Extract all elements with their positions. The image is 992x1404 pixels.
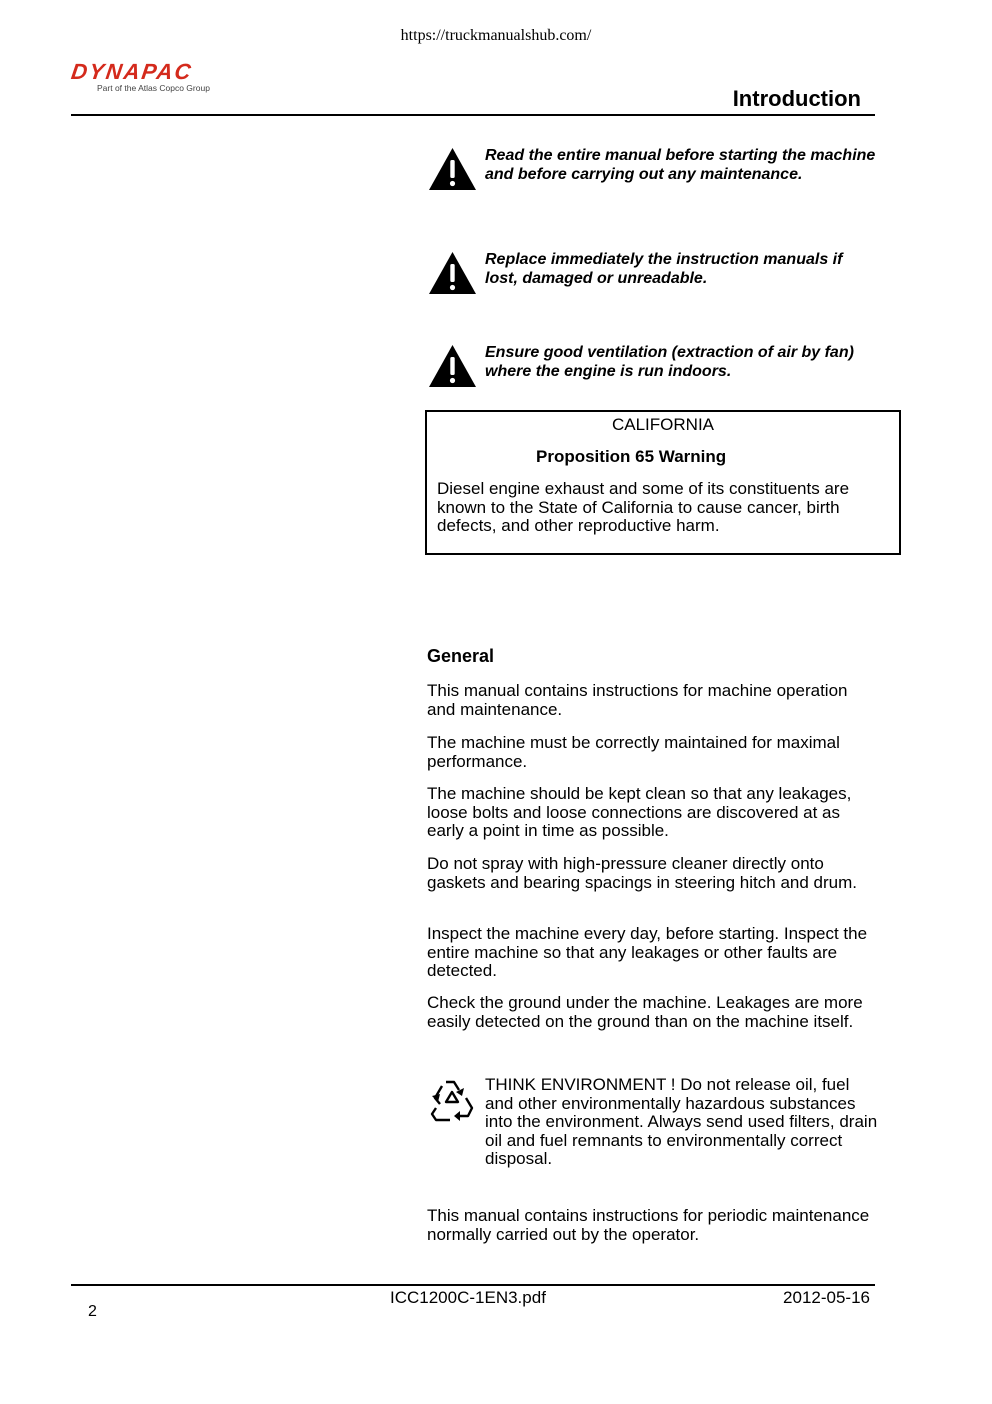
recycle-icon bbox=[428, 1076, 478, 1124]
warning-block bbox=[428, 147, 878, 184]
logo-wordmark: DYNAPAC bbox=[69, 59, 195, 84]
paragraph: This manual contains instructions for machine operation and maintenance. bbox=[427, 681, 848, 719]
page-number: 2 bbox=[88, 1303, 97, 1320]
header-rule bbox=[71, 114, 875, 116]
prop-title: Proposition 65 Warning bbox=[536, 447, 727, 466]
general-section-heading-wrap bbox=[427, 647, 877, 666]
proposition-65-box bbox=[425, 410, 901, 555]
warning-triangle-icon bbox=[428, 251, 477, 295]
warning-block bbox=[428, 344, 878, 381]
footer-rule bbox=[71, 1284, 875, 1286]
warning-text: Replace immediately the instruction manuals if lost, damaged or unreadable. bbox=[485, 251, 843, 287]
footer-filename: ICC1200C-1EN3.pdf bbox=[390, 1288, 546, 1307]
source-url: https://truckmanualshub.com/ bbox=[400, 27, 592, 44]
paragraph: Check the ground under the machine. Leakages are more easily detected on the ground than on the machine itself. bbox=[427, 993, 863, 1031]
paragraph: Do not spray with high-pressure cleaner directly onto gaskets and bearing spacings in steering hitch and drum. bbox=[427, 854, 857, 892]
paragraph: The machine should be kept clean so that any leakages, loose bolts and loose connections are discovered at as early a point in time as possible. bbox=[427, 784, 852, 841]
warning-block bbox=[428, 251, 878, 288]
environment-text: THINK ENVIRONMENT ! Do not release oil, fuel and other environmentally hazardous substances into the environment. Always send used filters, drain oil and fuel remnants to environmentally correct disposal. bbox=[485, 1075, 878, 1168]
dynapac-logo bbox=[69, 59, 240, 94]
paragraph: Inspect the machine every day, before starting. Inspect the entire machine so that any leakages or other faults are detected. bbox=[427, 924, 868, 981]
paragraph: This manual contains instructions for periodic maintenance normally carried out by the operator. bbox=[427, 1206, 870, 1244]
warning-triangle-icon bbox=[428, 344, 477, 388]
prop-body: Diesel engine exhaust and some of its constituents are known to the State of California to cause cancer, birth defects, and other reproductive harm. bbox=[437, 479, 850, 536]
section-heading: General bbox=[427, 646, 495, 666]
prop-state: CALIFORNIA bbox=[611, 415, 715, 434]
warning-text: Read the entire manual before starting the machine and before carrying out any maintenance. bbox=[485, 147, 876, 183]
page-title: Introduction bbox=[732, 86, 861, 111]
footer-date: 2012-05-16 bbox=[783, 1288, 870, 1307]
paragraph: The machine must be correctly maintained for maximal performance. bbox=[427, 733, 840, 771]
logo-tagline: Part of the Atlas Copco Group bbox=[97, 83, 210, 93]
warning-text: Ensure good ventilation (extraction of air by fan) where the engine is run indoors. bbox=[485, 344, 854, 380]
warning-triangle-icon bbox=[428, 147, 477, 191]
environment-note bbox=[428, 1076, 878, 1169]
